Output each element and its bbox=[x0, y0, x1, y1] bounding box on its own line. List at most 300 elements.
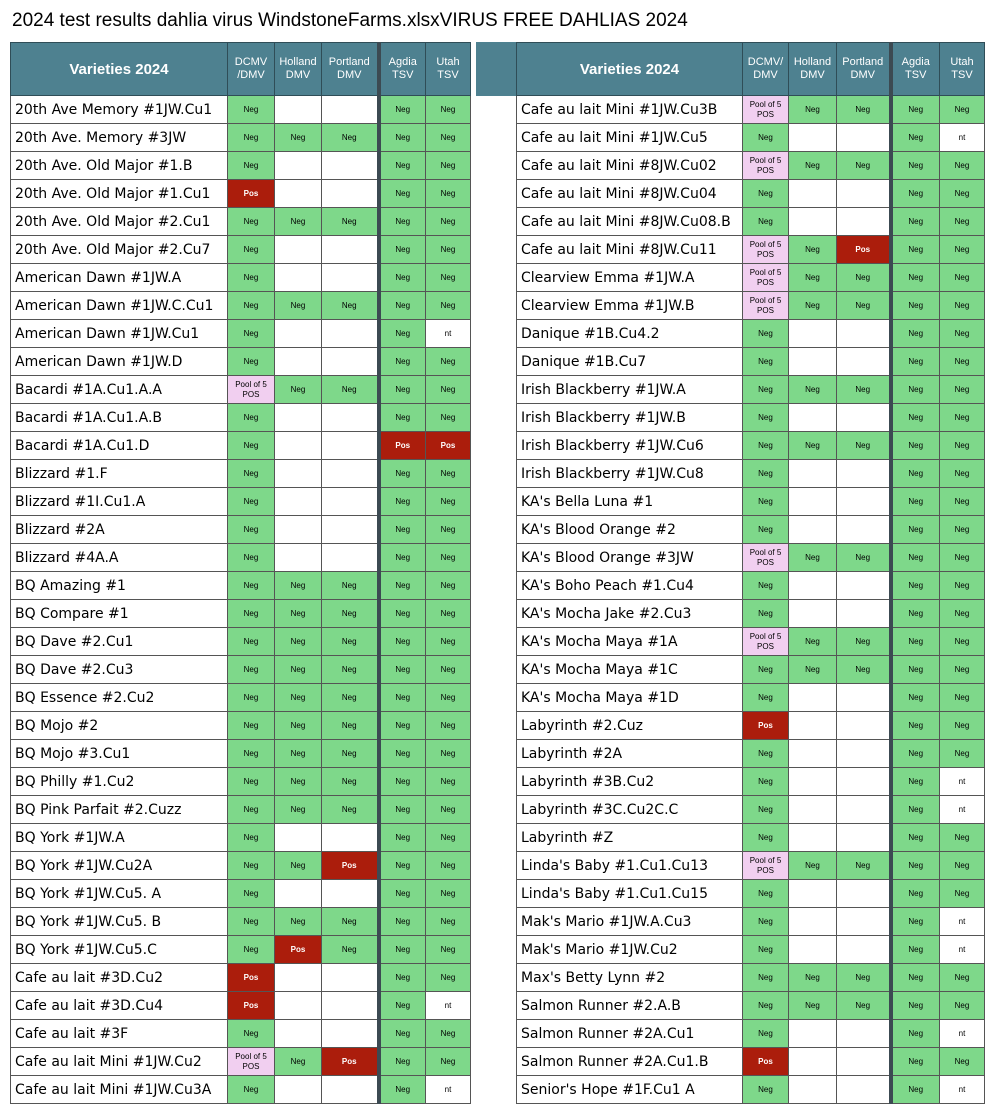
dcmv-result: Neg bbox=[228, 348, 275, 376]
portland-result bbox=[322, 1020, 379, 1048]
dcmv-result: Neg bbox=[743, 964, 789, 992]
utah-result: nt bbox=[940, 124, 985, 152]
header-utah: Utah TSV bbox=[940, 43, 985, 96]
agdia-result: Neg bbox=[379, 152, 426, 180]
agdia-result: Neg bbox=[891, 1020, 940, 1048]
agdia-result: Neg bbox=[379, 236, 426, 264]
table-row bbox=[517, 320, 985, 348]
agdia-result: Neg bbox=[891, 320, 940, 348]
table-row bbox=[517, 880, 985, 908]
agdia-result: Pos bbox=[379, 432, 426, 460]
utah-result: nt bbox=[940, 936, 985, 964]
variety-name: 20th Ave. Memory #3JW bbox=[11, 124, 228, 152]
dcmv-result: Neg bbox=[228, 124, 275, 152]
agdia-result: Neg bbox=[891, 348, 940, 376]
portland-result: Pos bbox=[322, 852, 379, 880]
variety-name: Senior's Hope #1F.Cu1 A bbox=[517, 1076, 743, 1104]
utah-result: Neg bbox=[426, 208, 471, 236]
holland-result: Neg bbox=[275, 572, 322, 600]
portland-result: Neg bbox=[837, 852, 891, 880]
table-row bbox=[11, 656, 471, 684]
variety-name: KA's Blood Orange #2 bbox=[517, 516, 743, 544]
portland-result bbox=[322, 460, 379, 488]
holland-result: Neg bbox=[789, 628, 837, 656]
table-row bbox=[517, 824, 985, 852]
holland-result: Neg bbox=[789, 432, 837, 460]
header-varieties: Varieties 2024 bbox=[517, 43, 743, 96]
holland-result: Neg bbox=[275, 712, 322, 740]
dcmv-result: Neg bbox=[743, 572, 789, 600]
header-utah: Utah TSV bbox=[426, 43, 471, 96]
holland-result: Neg bbox=[275, 768, 322, 796]
utah-result: Neg bbox=[426, 964, 471, 992]
variety-name: Linda's Baby #1.Cu1.Cu13 bbox=[517, 852, 743, 880]
table-row bbox=[517, 740, 985, 768]
holland-result bbox=[789, 488, 837, 516]
variety-name: Cafe au lait Mini #8JW.Cu02 bbox=[517, 152, 743, 180]
agdia-result: Neg bbox=[379, 572, 426, 600]
holland-result bbox=[275, 96, 322, 124]
variety-name: BQ Philly #1.Cu2 bbox=[11, 768, 228, 796]
utah-result: Neg bbox=[940, 712, 985, 740]
utah-result: Neg bbox=[940, 880, 985, 908]
utah-result: Neg bbox=[940, 600, 985, 628]
portland-result bbox=[837, 600, 891, 628]
holland-result bbox=[275, 320, 322, 348]
utah-result: Pos bbox=[426, 432, 471, 460]
holland-result bbox=[789, 824, 837, 852]
holland-result bbox=[789, 712, 837, 740]
holland-result: Pos bbox=[275, 936, 322, 964]
dcmv-result: Pos bbox=[228, 964, 275, 992]
results-table-left bbox=[10, 42, 471, 1104]
holland-result bbox=[275, 460, 322, 488]
variety-name: KA's Mocha Maya #1A bbox=[517, 628, 743, 656]
variety-name: Labyrinth #3B.Cu2 bbox=[517, 768, 743, 796]
portland-result bbox=[837, 180, 891, 208]
header-varieties: Varieties 2024 bbox=[11, 43, 228, 96]
dcmv-result: Neg bbox=[228, 544, 275, 572]
header-dcmv: DCMV /DMV bbox=[228, 43, 275, 96]
portland-result bbox=[837, 796, 891, 824]
table-row bbox=[11, 572, 471, 600]
table-row bbox=[11, 488, 471, 516]
dcmv-result: Neg bbox=[228, 152, 275, 180]
variety-name: BQ Amazing #1 bbox=[11, 572, 228, 600]
table-row bbox=[11, 460, 471, 488]
dcmv-result: Pool of 5 POS bbox=[743, 628, 789, 656]
dcmv-result: Neg bbox=[743, 124, 789, 152]
variety-name: Blizzard #4A.A bbox=[11, 544, 228, 572]
portland-result bbox=[322, 320, 379, 348]
dcmv-result: Neg bbox=[743, 208, 789, 236]
dcmv-result: Pos bbox=[228, 992, 275, 1020]
table-row bbox=[11, 880, 471, 908]
portland-result: Neg bbox=[837, 544, 891, 572]
utah-result: Neg bbox=[426, 684, 471, 712]
variety-name: KA's Blood Orange #3JW bbox=[517, 544, 743, 572]
dcmv-result: Neg bbox=[228, 292, 275, 320]
portland-result bbox=[322, 152, 379, 180]
table-row bbox=[11, 208, 471, 236]
variety-name: American Dawn #1JW.C.Cu1 bbox=[11, 292, 228, 320]
agdia-result: Neg bbox=[379, 796, 426, 824]
dcmv-result: Neg bbox=[228, 656, 275, 684]
variety-name: Salmon Runner #2.A.B bbox=[517, 992, 743, 1020]
portland-result: Neg bbox=[322, 376, 379, 404]
variety-name: American Dawn #1JW.Cu1 bbox=[11, 320, 228, 348]
utah-result: Neg bbox=[426, 516, 471, 544]
utah-result: Neg bbox=[426, 600, 471, 628]
holland-result bbox=[275, 992, 322, 1020]
variety-name: Cafe au lait #3D.Cu2 bbox=[11, 964, 228, 992]
utah-result: Neg bbox=[426, 180, 471, 208]
portland-result: Pos bbox=[837, 236, 891, 264]
table-row bbox=[517, 432, 985, 460]
dcmv-result: Neg bbox=[743, 348, 789, 376]
utah-result: Neg bbox=[940, 460, 985, 488]
dcmv-result: Neg bbox=[743, 768, 789, 796]
variety-name: Irish Blackberry #1JW.B bbox=[517, 404, 743, 432]
holland-result bbox=[789, 404, 837, 432]
variety-name: Cafe au lait Mini #1JW.Cu2 bbox=[11, 1048, 228, 1076]
dcmv-result: Neg bbox=[228, 572, 275, 600]
agdia-result: Neg bbox=[379, 712, 426, 740]
table-row bbox=[517, 1076, 985, 1104]
table-row bbox=[517, 712, 985, 740]
dcmv-result: Neg bbox=[228, 488, 275, 516]
holland-result bbox=[275, 880, 322, 908]
dcmv-result: Neg bbox=[228, 96, 275, 124]
table-row bbox=[517, 964, 985, 992]
utah-result: Neg bbox=[426, 880, 471, 908]
variety-name: BQ York #1JW.Cu5. A bbox=[11, 880, 228, 908]
table-row bbox=[517, 544, 985, 572]
table-row bbox=[517, 992, 985, 1020]
dcmv-result: Neg bbox=[743, 796, 789, 824]
agdia-result: Neg bbox=[379, 376, 426, 404]
dcmv-result: Pool of 5 POS bbox=[743, 852, 789, 880]
table-row bbox=[11, 1048, 471, 1076]
table-row bbox=[517, 292, 985, 320]
variety-name: BQ Dave #2.Cu1 bbox=[11, 628, 228, 656]
portland-result: Neg bbox=[322, 712, 379, 740]
dcmv-result: Neg bbox=[743, 488, 789, 516]
holland-result bbox=[789, 460, 837, 488]
utah-result: Neg bbox=[940, 236, 985, 264]
variety-name: Cafe au lait Mini #8JW.Cu08.B bbox=[517, 208, 743, 236]
holland-result bbox=[789, 572, 837, 600]
holland-result: Neg bbox=[789, 964, 837, 992]
agdia-result: Neg bbox=[379, 992, 426, 1020]
agdia-result: Neg bbox=[891, 852, 940, 880]
utah-result: Neg bbox=[426, 488, 471, 516]
variety-name: Cafe au lait #3D.Cu4 bbox=[11, 992, 228, 1020]
variety-name: BQ York #1JW.Cu2A bbox=[11, 852, 228, 880]
table-row bbox=[11, 712, 471, 740]
utah-result: Neg bbox=[426, 460, 471, 488]
variety-name: Mak's Mario #1JW.A.Cu3 bbox=[517, 908, 743, 936]
dcmv-result: Neg bbox=[743, 320, 789, 348]
dcmv-result: Neg bbox=[228, 908, 275, 936]
variety-name: 20th Ave. Old Major #2.Cu1 bbox=[11, 208, 228, 236]
utah-result: nt bbox=[940, 1020, 985, 1048]
variety-name: Irish Blackberry #1JW.Cu8 bbox=[517, 460, 743, 488]
utah-result: Neg bbox=[940, 432, 985, 460]
holland-result: Neg bbox=[789, 236, 837, 264]
table-row bbox=[517, 152, 985, 180]
table-row bbox=[11, 1076, 471, 1104]
agdia-result: Neg bbox=[379, 348, 426, 376]
dcmv-result: Neg bbox=[743, 992, 789, 1020]
table-row bbox=[517, 488, 985, 516]
variety-name: Mak's Mario #1JW.Cu2 bbox=[517, 936, 743, 964]
table-row bbox=[11, 404, 471, 432]
variety-name: BQ Compare #1 bbox=[11, 600, 228, 628]
dcmv-result: Pos bbox=[743, 712, 789, 740]
agdia-result: Neg bbox=[891, 936, 940, 964]
dcmv-result: Neg bbox=[228, 768, 275, 796]
holland-result bbox=[789, 880, 837, 908]
variety-name: Irish Blackberry #1JW.Cu6 bbox=[517, 432, 743, 460]
agdia-result: Neg bbox=[379, 460, 426, 488]
table-row bbox=[517, 1048, 985, 1076]
dcmv-result: Neg bbox=[743, 1076, 789, 1104]
portland-result bbox=[837, 880, 891, 908]
utah-result: Neg bbox=[426, 348, 471, 376]
variety-name: Danique #1B.Cu7 bbox=[517, 348, 743, 376]
agdia-result: Neg bbox=[891, 908, 940, 936]
holland-result bbox=[789, 516, 837, 544]
table-row bbox=[517, 628, 985, 656]
table-row bbox=[517, 768, 985, 796]
variety-name: BQ York #1JW.Cu5. B bbox=[11, 908, 228, 936]
agdia-result: Neg bbox=[891, 824, 940, 852]
holland-result: Neg bbox=[275, 376, 322, 404]
utah-result: Neg bbox=[426, 404, 471, 432]
utah-result: nt bbox=[426, 320, 471, 348]
portland-result bbox=[837, 1076, 891, 1104]
variety-name: 20th Ave Memory #1JW.Cu1 bbox=[11, 96, 228, 124]
dcmv-result: Neg bbox=[228, 628, 275, 656]
variety-name: 20th Ave. Old Major #2.Cu7 bbox=[11, 236, 228, 264]
dcmv-result: Neg bbox=[743, 656, 789, 684]
utah-result: Neg bbox=[426, 936, 471, 964]
table-row bbox=[11, 516, 471, 544]
portland-result: Neg bbox=[837, 376, 891, 404]
portland-result bbox=[837, 712, 891, 740]
holland-result bbox=[789, 768, 837, 796]
dcmv-result: Neg bbox=[228, 684, 275, 712]
utah-result: Neg bbox=[940, 488, 985, 516]
variety-name: BQ Dave #2.Cu3 bbox=[11, 656, 228, 684]
agdia-result: Neg bbox=[891, 376, 940, 404]
header-dcmv: DCMV/ DMV bbox=[743, 43, 789, 96]
dcmv-result: Pool of 5 POS bbox=[743, 236, 789, 264]
table-row bbox=[517, 460, 985, 488]
dcmv-result: Neg bbox=[743, 936, 789, 964]
dcmv-result: Neg bbox=[228, 852, 275, 880]
agdia-result: Neg bbox=[379, 824, 426, 852]
table-row bbox=[11, 376, 471, 404]
portland-result bbox=[837, 768, 891, 796]
portland-result bbox=[322, 544, 379, 572]
holland-result: Neg bbox=[275, 1048, 322, 1076]
utah-result: Neg bbox=[940, 264, 985, 292]
holland-result bbox=[275, 1020, 322, 1048]
table-row bbox=[517, 600, 985, 628]
table-row bbox=[11, 684, 471, 712]
utah-result: Neg bbox=[940, 1048, 985, 1076]
agdia-result: Neg bbox=[379, 320, 426, 348]
portland-result bbox=[322, 1076, 379, 1104]
portland-result: Neg bbox=[322, 936, 379, 964]
agdia-result: Neg bbox=[891, 740, 940, 768]
utah-result: Neg bbox=[426, 768, 471, 796]
agdia-result: Neg bbox=[379, 600, 426, 628]
table-row bbox=[517, 404, 985, 432]
table-row bbox=[517, 124, 985, 152]
dcmv-result: Neg bbox=[228, 236, 275, 264]
page-title: 2024 test results dahlia virus WindstoneFarms.xlsxVIRUS FREE DAHLIAS 2024 bbox=[12, 10, 688, 31]
header-holland: Holland DMV bbox=[275, 43, 322, 96]
utah-result: nt bbox=[940, 796, 985, 824]
holland-result bbox=[789, 740, 837, 768]
agdia-result: Neg bbox=[891, 600, 940, 628]
table-row bbox=[517, 264, 985, 292]
portland-result bbox=[322, 404, 379, 432]
agdia-result: Neg bbox=[379, 740, 426, 768]
agdia-result: Neg bbox=[891, 236, 940, 264]
table-row bbox=[11, 740, 471, 768]
dcmv-result: Neg bbox=[228, 796, 275, 824]
table-row bbox=[11, 264, 471, 292]
portland-result: Neg bbox=[837, 264, 891, 292]
dcmv-result: Neg bbox=[743, 684, 789, 712]
variety-name: Danique #1B.Cu4.2 bbox=[517, 320, 743, 348]
utah-result: nt bbox=[426, 1076, 471, 1104]
utah-result: Neg bbox=[426, 292, 471, 320]
utah-result: Neg bbox=[426, 740, 471, 768]
portland-result bbox=[837, 740, 891, 768]
agdia-result: Neg bbox=[891, 208, 940, 236]
agdia-result: Neg bbox=[891, 1048, 940, 1076]
variety-name: Bacardi #1A.Cu1.A.A bbox=[11, 376, 228, 404]
dcmv-result: Pool of 5 POS bbox=[743, 264, 789, 292]
dcmv-result: Neg bbox=[743, 908, 789, 936]
portland-result: Neg bbox=[837, 96, 891, 124]
variety-name: Max's Betty Lynn #2 bbox=[517, 964, 743, 992]
dcmv-result: Neg bbox=[743, 1020, 789, 1048]
utah-result: Neg bbox=[940, 180, 985, 208]
dcmv-result: Neg bbox=[228, 936, 275, 964]
agdia-result: Neg bbox=[379, 1020, 426, 1048]
utah-result: Neg bbox=[940, 824, 985, 852]
dcmv-result: Neg bbox=[743, 404, 789, 432]
portland-result bbox=[322, 96, 379, 124]
agdia-result: Neg bbox=[891, 964, 940, 992]
table-row bbox=[11, 1020, 471, 1048]
variety-name: Cafe au lait Mini #8JW.Cu04 bbox=[517, 180, 743, 208]
holland-result bbox=[275, 516, 322, 544]
variety-name: Salmon Runner #2A.Cu1 bbox=[517, 1020, 743, 1048]
portland-result bbox=[837, 572, 891, 600]
agdia-result: Neg bbox=[379, 908, 426, 936]
dcmv-result: Neg bbox=[228, 320, 275, 348]
holland-result: Neg bbox=[275, 208, 322, 236]
variety-name: Bacardi #1A.Cu1.A.B bbox=[11, 404, 228, 432]
portland-result bbox=[837, 460, 891, 488]
agdia-result: Neg bbox=[891, 264, 940, 292]
utah-result: Neg bbox=[426, 656, 471, 684]
utah-result: Neg bbox=[426, 628, 471, 656]
utah-result: Neg bbox=[940, 628, 985, 656]
holland-result: Neg bbox=[789, 656, 837, 684]
portland-result: Neg bbox=[322, 124, 379, 152]
agdia-result: Neg bbox=[891, 572, 940, 600]
portland-result bbox=[322, 964, 379, 992]
holland-result bbox=[275, 180, 322, 208]
dcmv-result: Neg bbox=[743, 376, 789, 404]
agdia-result: Neg bbox=[379, 852, 426, 880]
holland-result: Neg bbox=[789, 544, 837, 572]
variety-name: Irish Blackberry #1JW.A bbox=[517, 376, 743, 404]
holland-result bbox=[789, 1048, 837, 1076]
table-row bbox=[11, 768, 471, 796]
utah-result: Neg bbox=[940, 992, 985, 1020]
portland-result: Neg bbox=[322, 768, 379, 796]
portland-result: Neg bbox=[837, 292, 891, 320]
utah-result: Neg bbox=[940, 516, 985, 544]
utah-result: Neg bbox=[940, 964, 985, 992]
portland-result: Neg bbox=[837, 432, 891, 460]
variety-name: Blizzard #1.F bbox=[11, 460, 228, 488]
table-row bbox=[11, 544, 471, 572]
variety-name: KA's Boho Peach #1.Cu4 bbox=[517, 572, 743, 600]
portland-result bbox=[837, 516, 891, 544]
dcmv-result: Neg bbox=[228, 264, 275, 292]
utah-result: Neg bbox=[426, 124, 471, 152]
dcmv-result: Neg bbox=[228, 880, 275, 908]
holland-result bbox=[789, 208, 837, 236]
holland-result: Neg bbox=[275, 656, 322, 684]
dcmv-result: Neg bbox=[228, 432, 275, 460]
portland-result bbox=[837, 124, 891, 152]
portland-result bbox=[837, 404, 891, 432]
table-row bbox=[11, 796, 471, 824]
portland-result: Neg bbox=[322, 656, 379, 684]
agdia-result: Neg bbox=[379, 936, 426, 964]
dcmv-result: Neg bbox=[228, 1020, 275, 1048]
portland-result bbox=[322, 180, 379, 208]
utah-result: Neg bbox=[426, 712, 471, 740]
holland-result bbox=[275, 488, 322, 516]
table-row bbox=[11, 320, 471, 348]
utah-result: nt bbox=[940, 768, 985, 796]
variety-name: Blizzard #2A bbox=[11, 516, 228, 544]
portland-result: Neg bbox=[322, 572, 379, 600]
dcmv-result: Neg bbox=[228, 1076, 275, 1104]
variety-name: Cafe au lait Mini #1JW.Cu3A bbox=[11, 1076, 228, 1104]
portland-result: Neg bbox=[837, 656, 891, 684]
holland-result bbox=[789, 320, 837, 348]
portland-result bbox=[837, 320, 891, 348]
holland-result bbox=[789, 600, 837, 628]
utah-result: Neg bbox=[426, 1020, 471, 1048]
header-holland: Holland DMV bbox=[789, 43, 837, 96]
agdia-result: Neg bbox=[891, 684, 940, 712]
holland-result bbox=[275, 348, 322, 376]
